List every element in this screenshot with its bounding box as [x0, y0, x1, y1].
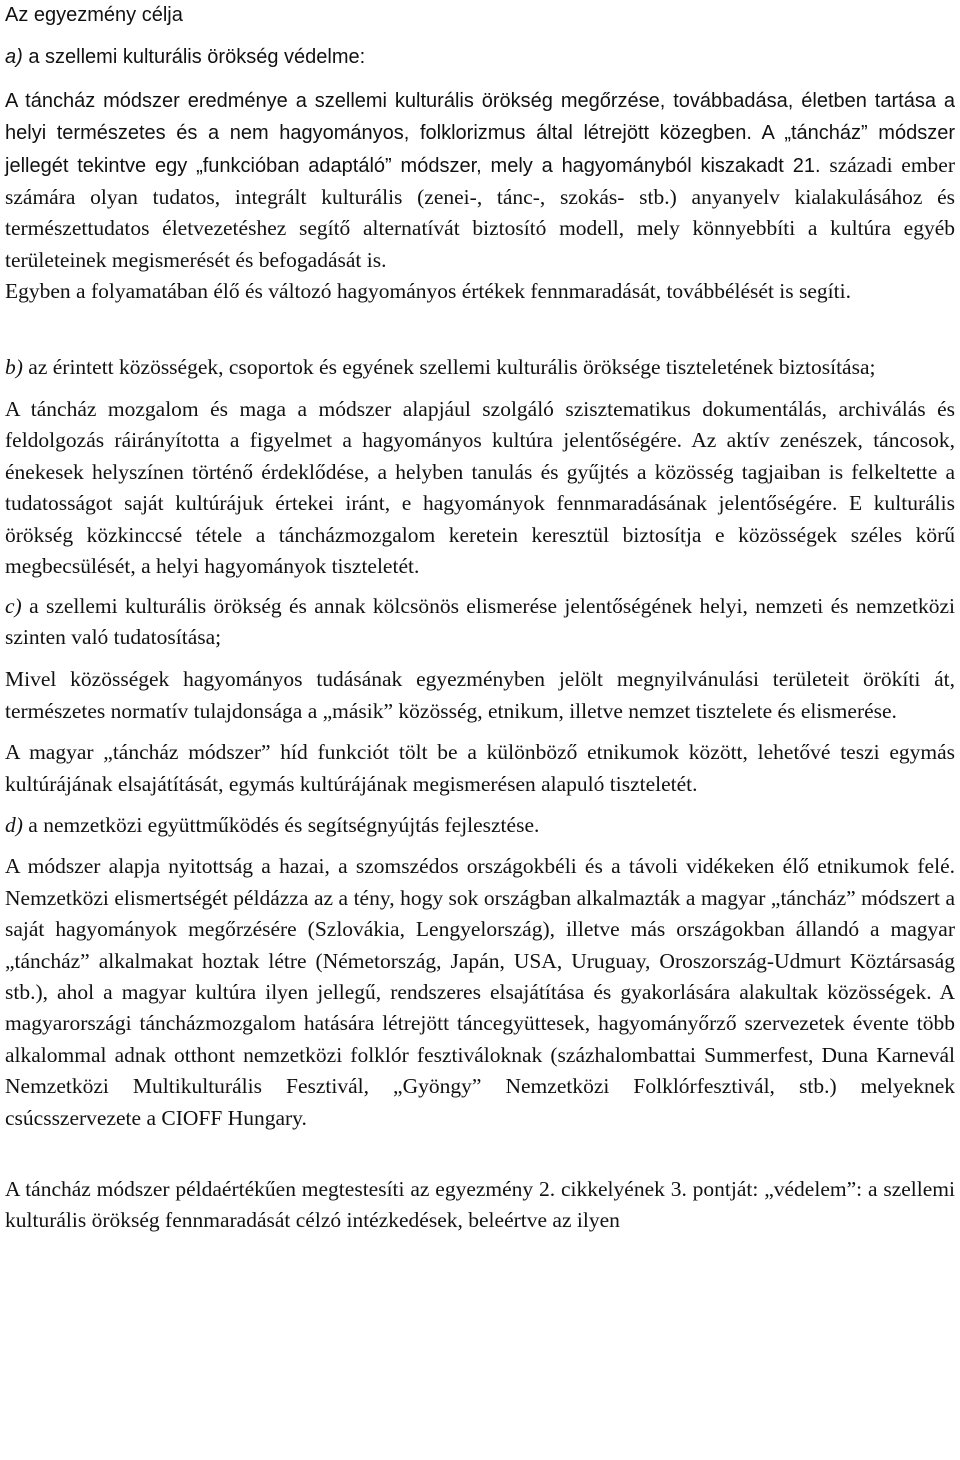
section-d-heading-text: a nemzetközi együttműködés és segítségnyújtás fejlesztése.: [22, 812, 540, 837]
section-a-label: a): [5, 46, 23, 69]
section-c-body-1-text: Mivel közösségek hagyományos tudásának egyezményben jelölt megnyilvánulási területeit örökíti át, természetes normatív tulajdonsága a „másik” közösség, etnikum, illetve nemzet tisztelete és elismerése.: [5, 667, 955, 723]
closing-paragraph: [5, 1174, 955, 1237]
section-b-heading: [5, 352, 955, 383]
section-b-body-text: A táncház mozgalom és maga a módszer alapjául szolgáló szisztematikus dokumentálás, archiválás és feldolgozás ráirányította a figyelmet a hagyományos kultúra jelentőségére. Az aktív zenészek, táncosok, énekesek helyszínen történő érdeklődése, a helyben tanulás és gyűjtés a közösség tagjaiban is felkeltette a tudatosságot saját kultúrájuk értekei iránt, e hagyományok fennmaradásának jelentőségére. E kulturális örökség közkinccsé tétele a táncházmozgalom keretein keresztül biztosítja e közösségek széles körű megbecsülését, a helyi hagyományok tiszteletét.: [5, 397, 955, 579]
section-a-body: [5, 85, 955, 308]
document-page: [5, 0, 955, 1237]
section-a-body-part1: A táncház módszer eredménye a szellemi kulturális örökség megőrzése, továbbadása, életben tartása a helyi természetes és a nem hagyományos, folklorizmus által létrejött közegben. A „táncház” módszer jellegét tekintve egy „funkcióban adaptáló” módszer, mely a hagyományból kiszakadt 21.: [5, 89, 955, 177]
section-a-body-part4: Egyben a folyamatában élő és változó hagyományos értékek fennmaradását, továbbélését is segíti.: [5, 279, 851, 304]
title-text: Az egyezmény célja: [5, 4, 183, 26]
section-c-body-2: [5, 737, 955, 800]
section-d-body: [5, 851, 955, 1134]
section-a-heading: [5, 42, 955, 73]
section-c-body-2-text: A magyar „táncház módszer” híd funkciót tölt be a különböző etnikumok között, lehetővé teszi egymás kultúrájának elsajátítását, egymás kultúrájának megismerésen alapuló tiszteletét.: [5, 740, 955, 796]
section-a-body-part2: századi ember számára olyan tudatos, integrált kulturális (zenei-, tánc-, szokás- stb.: [5, 152, 955, 210]
section-a-heading-text: a szellemi kulturális örökség védelme:: [22, 46, 366, 69]
section-d-label: d): [5, 812, 23, 837]
section-c-body-1: [5, 664, 955, 727]
section-c-heading-text: a szellemi kulturális örökség és annak kölcsönös elismerése jelentőségének helyi, nemzeti és nemzetközi szinten való tudatosítása;: [5, 593, 955, 649]
section-d-heading: [5, 810, 955, 841]
section-c-heading: [5, 591, 955, 654]
section-c-label: c): [5, 593, 22, 618]
section-b-label: b): [5, 354, 23, 379]
document-title: [5, 0, 955, 31]
section-b-heading-text: az érintett közösségek, csoportok és egyének szellemi kulturális öröksége tiszteletének biztosítása;: [22, 354, 876, 379]
section-b-body: [5, 394, 955, 582]
closing-text: A táncház módszer példaértékűen megtestesíti az egyezmény 2. cikkelyének 3. pontját: „védelem”: a szellemi kulturális örökség fennmaradását célzó intézkedések, beleértve az ilyen: [5, 1177, 955, 1233]
section-d-body-text: A módszer alapja nyitottság a hazai, a szomszédos országokbéli és a távoli vidékeken élő etnikumok felé. Nemzetközi elismertségét példázza az a tény, hogy sok országban alkalmazták a magyar „táncház” módszert a saját hagyományok megőrzésére (Szlovákia, Lengyelország), illetve más országokban állandó a magyar „táncház” alkalmakat hoztak létre (Németország, Japán, USA, Uruguay, Oroszország-Udmurt Köztársaság stb.), ahol a magyar kultúra ilyen jellegű, rendszeres elsajátítása és gyakorlására alakultak közösségek. A magyarországi táncházmozgalom hatására létrejött táncegyüttesek, hagyományőrző szervezetek évente több alkalommal adnak otthont nemzetközi folklór fesztiváloknak (százhalombattai Summerfest, Duna Karnevál Nemzetközi Multikulturális Fesztivál, „Gyöngy” Nemzetközi Folklórfesztivál, stb.) melyeknek csúcsszervezete a CIOFF Hungary.: [5, 854, 955, 1130]
section-a-body-part3: ) anyanyelv kialakulásához és természettudatos életvezetéshez segítő alternatívát biztosító modell, mely könnyebbíti a kultúra egyéb területeinek megismerését és befogadását is.: [5, 185, 956, 272]
